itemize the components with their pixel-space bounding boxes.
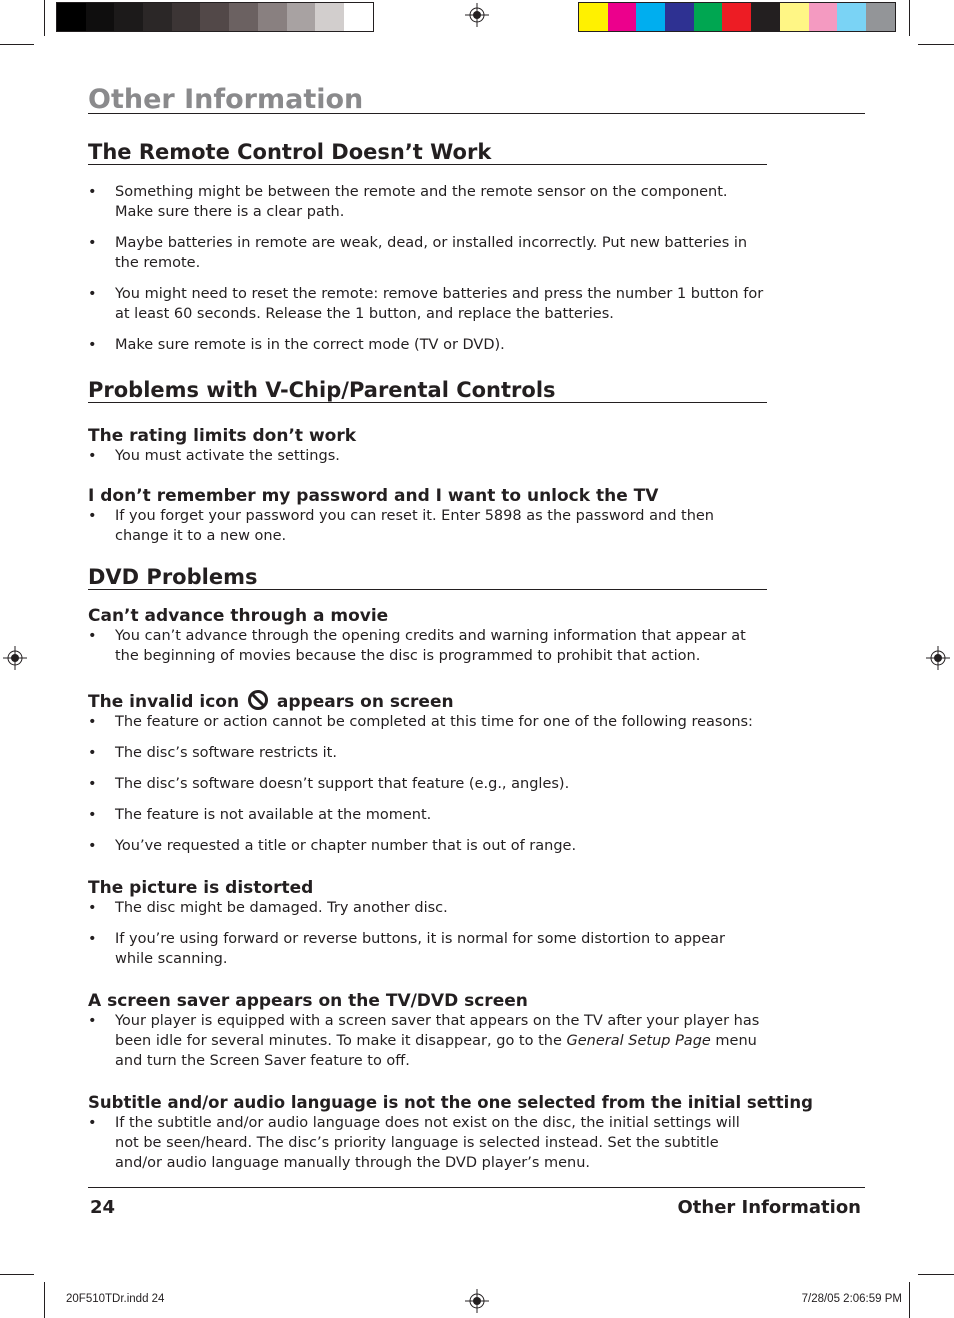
- menu-name-general-setup-page: General Setup Page: [566, 1033, 711, 1049]
- list-item: • You can’t advance through the opening credits and warning information that appear at the beginning of movies because the disc is programmed to prohibit that action.: [88, 626, 767, 666]
- page-content: [88, 140, 813, 1173]
- registration-mark-icon: [926, 646, 950, 670]
- password-bullet-list: [88, 506, 767, 546]
- section-title-dvd: DVD Problems: [88, 565, 767, 590]
- list-item-text: Your player is equipped with a screen saver that appears on the TV after your player has been idle for several minutes. To make it disappear, go to the: [115, 1013, 760, 1049]
- distorted-bullet-list: [88, 898, 767, 969]
- list-item: • The disc might be damaged. Try another disc.: [88, 898, 767, 918]
- list-item: • The disc’s software restricts it.: [88, 743, 767, 763]
- color-swatch: [866, 3, 895, 31]
- list-item: • You’ve requested a title or chapter number that is out of range.: [88, 836, 767, 856]
- list-item: • The feature is not available at the moment.: [88, 805, 767, 825]
- color-swatch: [143, 3, 172, 31]
- registration-mark-icon: [465, 1289, 489, 1313]
- crop-mark: [0, 44, 34, 45]
- list-item: • Something might be between the remote and the remote sensor on the component. Make sure there is a clear path.: [88, 182, 767, 222]
- color-swatch: [579, 3, 608, 31]
- subheading-screen-saver: A screen saver appears on the TV/DVD screen: [88, 991, 528, 1011]
- color-swatch: [694, 3, 723, 31]
- subheading-subtitle-language: Subtitle and/or audio language is not the one selected from the initial setting: [88, 1093, 813, 1112]
- crop-mark: [918, 44, 954, 45]
- list-item-text: menu and turn the Screen Saver feature to off.: [115, 1033, 757, 1069]
- color-swatch: [636, 3, 665, 31]
- color-swatch: [57, 3, 86, 31]
- color-swatch: [722, 3, 751, 31]
- color-swatch: [608, 3, 637, 31]
- process-color-bar: [578, 2, 896, 32]
- print-slug-timestamp: 7/28/05 2:06:59 PM: [801, 1293, 902, 1305]
- crop-mark: [909, 1282, 910, 1318]
- color-swatch: [344, 3, 373, 31]
- list-item: • The feature or action cannot be completed at this time for one of the following reasons:: [88, 712, 767, 732]
- section-title-remote: The Remote Control Doesn’t Work: [88, 140, 767, 165]
- registration-mark-icon: [3, 646, 27, 670]
- crop-mark: [909, 0, 910, 36]
- color-swatch: [315, 3, 344, 31]
- remote-bullet-list: [88, 182, 767, 355]
- list-item: [88, 1011, 767, 1071]
- color-swatch: [780, 3, 809, 31]
- list-item: • You might need to reset the remote: remove batteries and press the number 1 button for at least 60 seconds. Release the 1 button, and replace the batteries.: [88, 284, 767, 324]
- crop-mark: [918, 1274, 954, 1275]
- print-slug-filename: 20F510TDr.indd 24: [66, 1293, 165, 1305]
- crop-mark: [44, 0, 45, 36]
- subheading-cant-advance: Can’t advance through a movie: [88, 606, 389, 626]
- subheading-invalid-icon: [88, 689, 767, 712]
- list-item: • You must activate the settings.: [88, 446, 767, 466]
- crop-mark: [44, 1282, 45, 1318]
- color-swatch: [258, 3, 287, 31]
- color-swatch: [751, 3, 780, 31]
- color-swatch: [114, 3, 143, 31]
- list-item: • Make sure remote is in the correct mode (TV or DVD).: [88, 335, 767, 355]
- color-swatch: [287, 3, 316, 31]
- page-title: Other Information: [88, 84, 865, 114]
- subtitle-bullet-list: [88, 1113, 767, 1173]
- invalid-bullet-list: [88, 712, 767, 856]
- list-item: • Maybe batteries in remote are weak, dead, or installed incorrectly. Put new batteries in the remote.: [88, 233, 767, 273]
- invalid-icon: [247, 689, 269, 711]
- subheading-text: The invalid icon: [88, 692, 240, 712]
- list-item: • If you forget your password you can reset it. Enter 5898 as the password and then change it to a new one.: [88, 506, 767, 546]
- color-swatch: [665, 3, 694, 31]
- subheading-password: I don’t remember my password and I want to unlock the TV: [88, 486, 659, 506]
- grayscale-color-bar: [56, 2, 374, 32]
- subheading-picture-distorted: The picture is distorted: [88, 878, 314, 898]
- color-swatch: [200, 3, 229, 31]
- subheading-text: appears on screen: [276, 692, 454, 712]
- color-swatch: [172, 3, 201, 31]
- crop-mark: [0, 1274, 34, 1275]
- list-item: • If you’re using forward or reverse buttons, it is normal for some distortion to appear while scanning.: [88, 929, 767, 969]
- color-swatch: [86, 3, 115, 31]
- rating-bullet-list: [88, 446, 767, 466]
- advance-bullet-list: [88, 626, 767, 666]
- footer-section-label: Other Information: [677, 1197, 861, 1218]
- registration-mark-icon: [465, 3, 489, 27]
- list-item: • If the subtitle and/or audio language does not exist on the disc, the initial settings will not be seen/heard. The disc’s priority language is selected instead. Set the subtitle and/or audio language manually through the DVD player’s menu.: [88, 1113, 767, 1173]
- section-title-vchip: Problems with V-Chip/Parental Controls: [88, 378, 767, 403]
- screen-saver-bullet-list: [88, 1011, 767, 1071]
- page-number: 24: [90, 1197, 116, 1218]
- subheading-rating-limits: The rating limits don’t work: [88, 426, 357, 446]
- color-swatch: [837, 3, 866, 31]
- list-item: • The disc’s software doesn’t support that feature (e.g., angles).: [88, 774, 767, 794]
- color-swatch: [809, 3, 838, 31]
- footer-rule: [88, 1187, 865, 1188]
- color-swatch: [229, 3, 258, 31]
